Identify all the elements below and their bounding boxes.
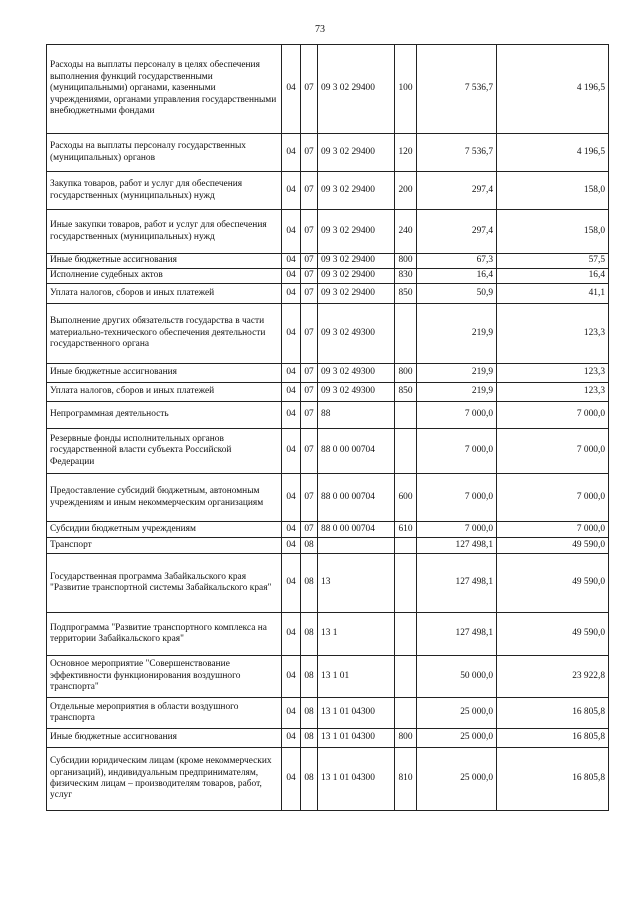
- cell-subsection: 08: [301, 554, 318, 613]
- cell-target-article: 88 0 00 00704: [318, 474, 395, 522]
- cell-section: 04: [282, 748, 301, 811]
- cell-expense-type: 240: [395, 210, 417, 254]
- cell-amount-planned: 7 536,7: [417, 134, 497, 172]
- cell-amount-executed: 123,3: [497, 383, 609, 402]
- cell-expense-type: 800: [395, 254, 417, 269]
- cell-expense-type: 600: [395, 474, 417, 522]
- cell-subsection: 07: [301, 45, 318, 134]
- cell-target-article: 09 3 02 29400: [318, 284, 395, 304]
- cell-name: Резервные фонды исполнительных органов государственной власти субъекта Российской Федерации: [47, 429, 282, 474]
- cell-target-article: 13: [318, 554, 395, 613]
- cell-expense-type: [395, 402, 417, 429]
- cell-subsection: 07: [301, 522, 318, 538]
- table-row: [47, 210, 609, 254]
- cell-name: Государственная программа Забайкальского края "Развитие транспортной системы Забайкальского края": [47, 554, 282, 613]
- table-row: [47, 304, 609, 364]
- cell-expense-type: 200: [395, 172, 417, 210]
- cell-subsection: 08: [301, 729, 318, 748]
- cell-expense-type: 800: [395, 729, 417, 748]
- cell-amount-executed: 41,1: [497, 284, 609, 304]
- cell-amount-executed: 7 000,0: [497, 474, 609, 522]
- table-row: [47, 698, 609, 729]
- cell-target-article: 09 3 02 49300: [318, 304, 395, 364]
- cell-target-article: 88 0 00 00704: [318, 522, 395, 538]
- cell-expense-type: 810: [395, 748, 417, 811]
- cell-amount-planned: 127 498,1: [417, 613, 497, 656]
- cell-amount-planned: 67,3: [417, 254, 497, 269]
- cell-name: Выполнение других обязательств государства в части материально-технического обеспечения деятельности государственного органа: [47, 304, 282, 364]
- table-row: [47, 748, 609, 811]
- cell-subsection: 07: [301, 304, 318, 364]
- cell-expense-type: 100: [395, 45, 417, 134]
- cell-amount-executed: 16,4: [497, 269, 609, 284]
- cell-subsection: 08: [301, 656, 318, 698]
- budget-table: [46, 44, 609, 811]
- cell-amount-executed: 16 805,8: [497, 698, 609, 729]
- cell-subsection: 07: [301, 210, 318, 254]
- cell-section: 04: [282, 538, 301, 554]
- cell-target-article: 09 3 02 29400: [318, 210, 395, 254]
- cell-amount-planned: 297,4: [417, 172, 497, 210]
- cell-amount-executed: 123,3: [497, 304, 609, 364]
- cell-amount-executed: 7 000,0: [497, 402, 609, 429]
- cell-name: Расходы на выплаты персоналу государственных (муниципальных) органов: [47, 134, 282, 172]
- cell-section: 04: [282, 284, 301, 304]
- cell-section: 04: [282, 134, 301, 172]
- cell-target-article: 09 3 02 29400: [318, 45, 395, 134]
- table-row: [47, 554, 609, 613]
- cell-subsection: 07: [301, 284, 318, 304]
- cell-name: Исполнение судебных актов: [47, 269, 282, 284]
- cell-target-article: 13 1 01 04300: [318, 729, 395, 748]
- cell-section: 04: [282, 402, 301, 429]
- cell-name: Непрограммная деятельность: [47, 402, 282, 429]
- cell-target-article: 13 1: [318, 613, 395, 656]
- cell-expense-type: 850: [395, 383, 417, 402]
- cell-section: 04: [282, 554, 301, 613]
- table-row: [47, 284, 609, 304]
- table-row: [47, 269, 609, 284]
- table-row: [47, 613, 609, 656]
- cell-name: Предоставление субсидий бюджетным, автономным учреждениям и иным некоммерческим организациям: [47, 474, 282, 522]
- cell-name: Субсидии бюджетным учреждениям: [47, 522, 282, 538]
- cell-section: 04: [282, 729, 301, 748]
- cell-expense-type: [395, 304, 417, 364]
- cell-subsection: 07: [301, 254, 318, 269]
- cell-expense-type: [395, 613, 417, 656]
- cell-subsection: 08: [301, 613, 318, 656]
- cell-target-article: 09 3 02 29400: [318, 269, 395, 284]
- cell-name: Иные закупки товаров, работ и услуг для обеспечения государственных (муниципальных) нужд: [47, 210, 282, 254]
- cell-name: Основное мероприятие "Совершенствование эффективности функционирования воздушного транспорта": [47, 656, 282, 698]
- cell-amount-planned: 25 000,0: [417, 748, 497, 811]
- cell-amount-executed: 7 000,0: [497, 522, 609, 538]
- cell-expense-type: 830: [395, 269, 417, 284]
- cell-section: 04: [282, 269, 301, 284]
- cell-amount-planned: 7 000,0: [417, 402, 497, 429]
- cell-amount-planned: 219,9: [417, 304, 497, 364]
- cell-amount-planned: 7 536,7: [417, 45, 497, 134]
- table-row: [47, 729, 609, 748]
- cell-amount-executed: 158,0: [497, 210, 609, 254]
- cell-expense-type: [395, 554, 417, 613]
- cell-section: 04: [282, 304, 301, 364]
- cell-section: 04: [282, 383, 301, 402]
- cell-amount-planned: 127 498,1: [417, 554, 497, 613]
- table-row: [47, 656, 609, 698]
- cell-name: Иные бюджетные ассигнования: [47, 254, 282, 269]
- cell-amount-executed: 4 196,5: [497, 45, 609, 134]
- cell-expense-type: [395, 538, 417, 554]
- cell-section: 04: [282, 210, 301, 254]
- cell-section: 04: [282, 613, 301, 656]
- cell-amount-executed: 57,5: [497, 254, 609, 269]
- table-row: [47, 364, 609, 383]
- cell-section: 04: [282, 656, 301, 698]
- cell-target-article: 09 3 02 49300: [318, 364, 395, 383]
- cell-subsection: 08: [301, 538, 318, 554]
- cell-amount-executed: 23 922,8: [497, 656, 609, 698]
- cell-amount-executed: 158,0: [497, 172, 609, 210]
- cell-amount-executed: 123,3: [497, 364, 609, 383]
- cell-section: 04: [282, 429, 301, 474]
- cell-amount-planned: 219,9: [417, 383, 497, 402]
- cell-section: 04: [282, 172, 301, 210]
- cell-expense-type: 120: [395, 134, 417, 172]
- cell-name: Отдельные мероприятия в области воздушного транспорта: [47, 698, 282, 729]
- cell-target-article: 09 3 02 49300: [318, 383, 395, 402]
- cell-amount-planned: 7 000,0: [417, 474, 497, 522]
- cell-subsection: 07: [301, 474, 318, 522]
- table-row: [47, 254, 609, 269]
- cell-target-article: 09 3 02 29400: [318, 254, 395, 269]
- table-row: [47, 172, 609, 210]
- cell-expense-type: [395, 429, 417, 474]
- table-row: [47, 402, 609, 429]
- cell-name: Транспорт: [47, 538, 282, 554]
- cell-amount-executed: 16 805,8: [497, 748, 609, 811]
- cell-section: 04: [282, 254, 301, 269]
- cell-amount-executed: 7 000,0: [497, 429, 609, 474]
- cell-amount-planned: 297,4: [417, 210, 497, 254]
- cell-expense-type: 800: [395, 364, 417, 383]
- table-row: [47, 383, 609, 402]
- cell-target-article: 09 3 02 29400: [318, 172, 395, 210]
- table-row: [47, 522, 609, 538]
- cell-subsection: 07: [301, 364, 318, 383]
- cell-target-article: 88 0 00 00704: [318, 429, 395, 474]
- cell-amount-executed: 49 590,0: [497, 554, 609, 613]
- cell-target-article: 13 1 01: [318, 656, 395, 698]
- cell-name: Подпрограмма "Развитие транспортного комплекса на территории Забайкальского края": [47, 613, 282, 656]
- cell-section: 04: [282, 364, 301, 383]
- cell-subsection: 08: [301, 748, 318, 811]
- cell-amount-executed: 49 590,0: [497, 613, 609, 656]
- cell-name: Уплата налогов, сборов и иных платежей: [47, 284, 282, 304]
- cell-section: 04: [282, 522, 301, 538]
- cell-section: 04: [282, 474, 301, 522]
- table-row: [47, 429, 609, 474]
- cell-section: 04: [282, 45, 301, 134]
- cell-section: 04: [282, 698, 301, 729]
- cell-subsection: 08: [301, 698, 318, 729]
- table-row: [47, 134, 609, 172]
- cell-name: Иные бюджетные ассигнования: [47, 364, 282, 383]
- cell-amount-executed: 49 590,0: [497, 538, 609, 554]
- cell-target-article: [318, 538, 395, 554]
- cell-target-article: 13 1 01 04300: [318, 748, 395, 811]
- cell-subsection: 07: [301, 429, 318, 474]
- cell-subsection: 07: [301, 402, 318, 429]
- cell-target-article: 88: [318, 402, 395, 429]
- cell-amount-planned: 7 000,0: [417, 429, 497, 474]
- cell-expense-type: [395, 698, 417, 729]
- cell-amount-planned: 25 000,0: [417, 698, 497, 729]
- cell-expense-type: [395, 656, 417, 698]
- cell-target-article: 09 3 02 29400: [318, 134, 395, 172]
- cell-subsection: 07: [301, 269, 318, 284]
- cell-amount-planned: 25 000,0: [417, 729, 497, 748]
- cell-amount-planned: 50 000,0: [417, 656, 497, 698]
- cell-subsection: 07: [301, 383, 318, 402]
- cell-amount-planned: 16,4: [417, 269, 497, 284]
- cell-name: Иные бюджетные ассигнования: [47, 729, 282, 748]
- cell-name: Уплата налогов, сборов и иных платежей: [47, 383, 282, 402]
- cell-expense-type: 610: [395, 522, 417, 538]
- cell-name: Закупка товаров, работ и услуг для обеспечения государственных (муниципальных) нужд: [47, 172, 282, 210]
- cell-amount-planned: 7 000,0: [417, 522, 497, 538]
- cell-name: Расходы на выплаты персоналу в целях обеспечения выполнения функций государственными (муниципальными) органами, казенными учреждениями, органами управления государственными внебюджетными фондами: [47, 45, 282, 134]
- cell-amount-executed: 16 805,8: [497, 729, 609, 748]
- table-row: [47, 474, 609, 522]
- cell-amount-planned: 219,9: [417, 364, 497, 383]
- cell-subsection: 07: [301, 172, 318, 210]
- table-row: [47, 538, 609, 554]
- cell-target-article: 13 1 01 04300: [318, 698, 395, 729]
- table-row: [47, 45, 609, 134]
- cell-expense-type: 850: [395, 284, 417, 304]
- cell-amount-executed: 4 196,5: [497, 134, 609, 172]
- cell-amount-planned: 127 498,1: [417, 538, 497, 554]
- cell-subsection: 07: [301, 134, 318, 172]
- cell-name: Субсидии юридическим лицам (кроме некоммерческих организаций), индивидуальным предпринимателям, физическим лицам – производителям товаров, работ, услуг: [47, 748, 282, 811]
- cell-amount-planned: 50,9: [417, 284, 497, 304]
- page-number: 73: [315, 24, 325, 35]
